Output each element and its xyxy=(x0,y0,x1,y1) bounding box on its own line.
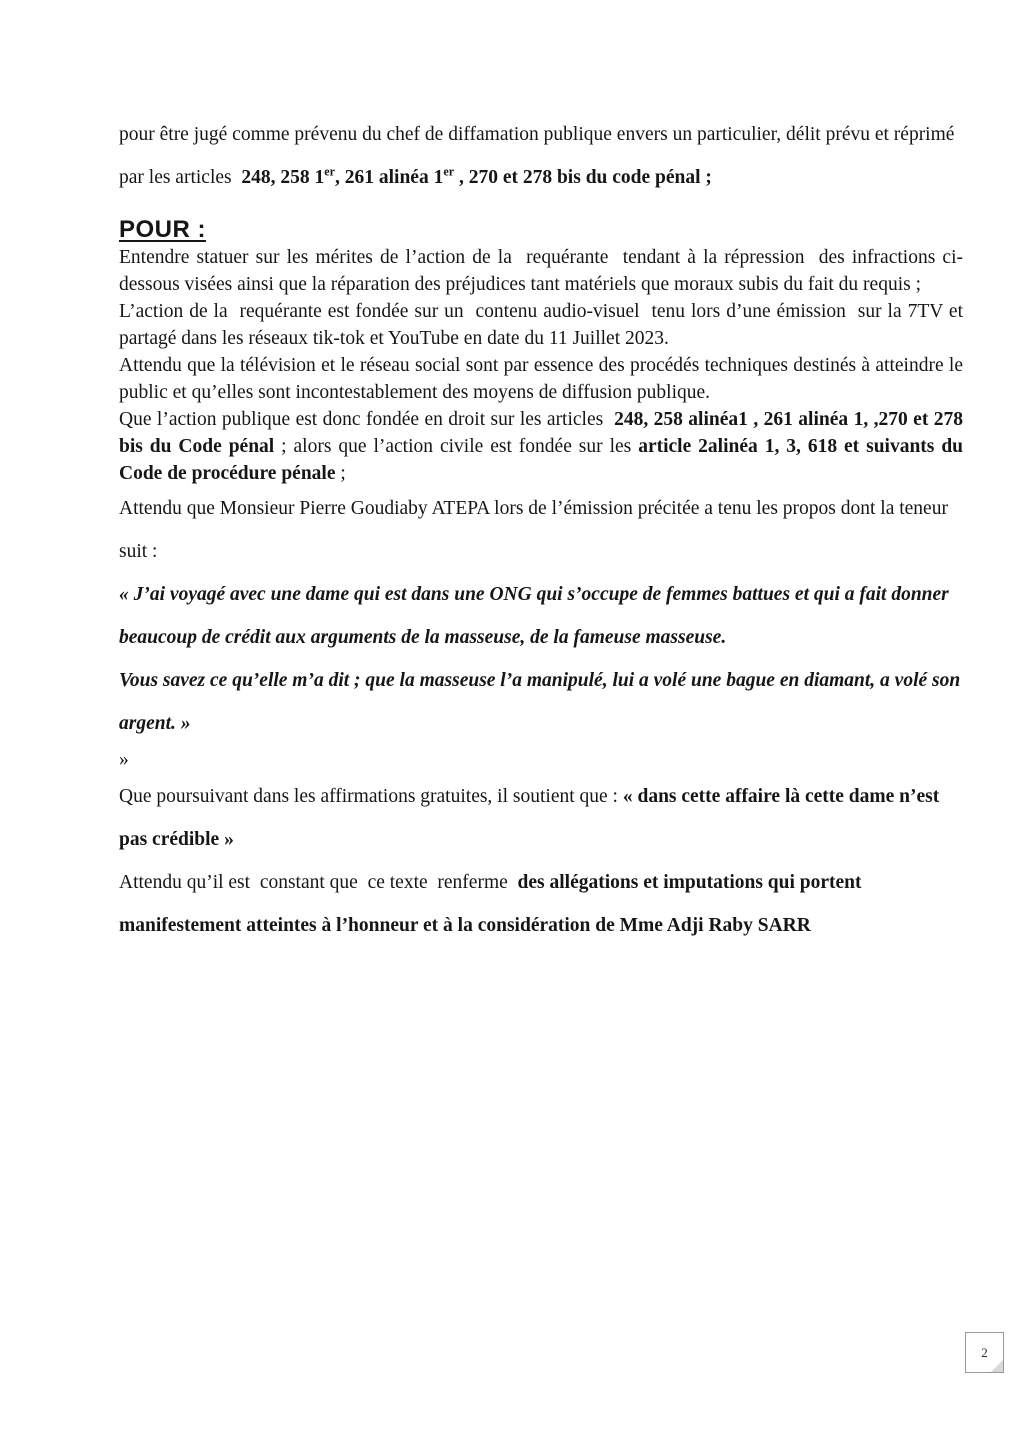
text-run-bold: 248, 258 alinéa1 , 261 alinéa 1, ,270 et 278 bis du Code pénal xyxy=(119,409,968,457)
text-run: Attendu qu’il est constant que ce texte renferme xyxy=(119,872,518,893)
text-run: Attendu que Monsieur Pierre Goudiaby ATEPA lors de l’émission précitée a tenu les propos dont la teneur suit : xyxy=(119,498,953,562)
quote-run-bold-italic: « J’ai voyagé avec une dame qui est dans une ONG qui s’occupe de femmes battues et qui a fait donner beaucoup de crédit aux arguments de la masseuse, de la fameuse masseuse. xyxy=(119,584,954,648)
paragraph-intro-diffamation xyxy=(119,113,963,199)
paragraph-citation-masseuse xyxy=(119,659,966,745)
folded-corner-icon xyxy=(991,1360,1003,1372)
text-run-bold: , 261 alinéa 1 xyxy=(334,167,444,188)
paragraph-citation-voyage xyxy=(119,573,963,659)
text-run: Que l’action publique est donc fondée en droit sur les articles xyxy=(119,409,615,430)
text-run: Entendre statuer sur les mérites de l’action de la requérante tendant à la répression des infractions ci-dessous visées ainsi que la réparation des préjudices tant matériels que moraux subis du fait du requis ; xyxy=(119,247,963,295)
text-run-bold: 248, 258 1 xyxy=(241,167,325,188)
text-run-bold: , 270 et 278 bis du code pénal ; xyxy=(454,167,712,188)
paragraph-action-requerante xyxy=(119,298,973,352)
superscript-er: er xyxy=(443,164,455,179)
heading-text: POUR : xyxy=(119,216,206,243)
paragraph-guillemet xyxy=(119,745,963,775)
paragraph-action-publique xyxy=(119,406,968,487)
quote-run-bold-italic: Vous savez ce qu’elle m’a dit ; que la masseuse l’a manipulé, lui a volé une bague en diamant, a volé son argent. » xyxy=(119,670,966,734)
text-run-bold: « dans cette affaire là cette dame n’est pas crédible » xyxy=(119,786,945,850)
page-number: 2 xyxy=(981,1344,988,1360)
text-run: Attendu que la télévision et le réseau social sont par essence des procédés techniques destinés à atteindre le public et qu’elles sont incontestablement des moyens de diffusion publique. xyxy=(119,355,968,403)
text-run: ; alors que l’action civile est fondée sur les xyxy=(274,436,639,457)
text-run-bold: article 2alinéa 1, 3, 618 et suivants du Code de procédure pénale xyxy=(119,436,968,484)
paragraph-attendu-television xyxy=(119,352,968,406)
superscript-er: er xyxy=(324,164,335,179)
text-run-bold: des allégations et imputations qui portent manifestement atteintes à l’honneur et à la considération de Mme Adji Raby SARR xyxy=(119,872,867,936)
page-number-box xyxy=(965,1332,1004,1373)
text-run: ; xyxy=(335,463,346,484)
text-run: Que poursuivant dans les affirmations gratuites, il soutient que : xyxy=(119,786,623,807)
section-heading-pour xyxy=(119,216,963,244)
paragraph-attendu-atepa xyxy=(119,487,963,573)
text-run: L’action de la requérante est fondée sur un contenu audio-visuel tenu lors d’une émission sur la 7TV et partagé dans les réseaux tik-tok et YouTube en date du 11 Juillet 2023. xyxy=(119,301,973,349)
text-run: » xyxy=(119,749,129,770)
text-run: pour être jugé comme prévenu du chef de diffamation publique envers un particulier, délit prévu et réprimé par les articles xyxy=(119,124,960,188)
paragraph-que-poursuivant xyxy=(119,775,963,861)
paragraph-attendu-allegations xyxy=(119,861,963,947)
paragraph-entendre-statuer xyxy=(119,244,963,298)
